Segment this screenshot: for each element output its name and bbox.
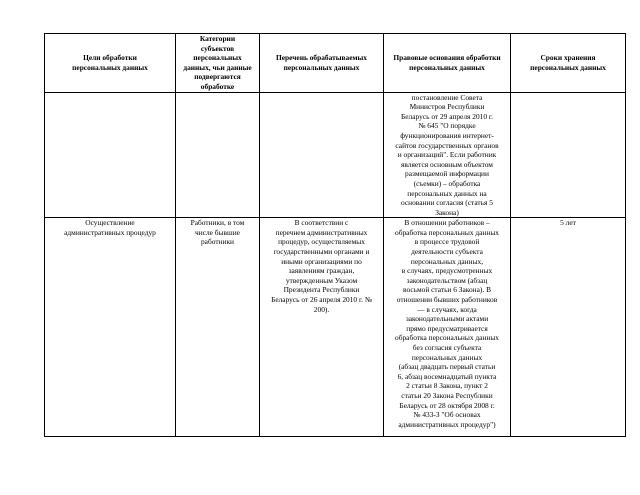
row2-subjects: Работники, в том числе бывшие работники <box>176 218 260 437</box>
header-retention: Сроки хранения персональных данных <box>511 34 626 93</box>
row2-data-list: В соответствии с перечнем административных процедур, осуществляемых государственными органами и иными организациями по заявлениям граждан, утвержденным Указом Президента Республики Беларусь от 26 апреля 2010 г. № 200). <box>260 218 384 437</box>
personal-data-table <box>44 33 626 437</box>
header-subject-categories: Категории субъектов персональных данных, чьи данные подвергаются обработке <box>176 34 260 93</box>
header-data-list: Перечень обрабатываемых персональных данных <box>260 34 384 93</box>
row1-subjects <box>176 92 260 218</box>
row1-data-list <box>260 92 384 218</box>
table-row <box>45 92 626 218</box>
table-row <box>45 218 626 437</box>
row2-purpose: Осуществление административных процедур <box>45 218 176 437</box>
row2-legal-basis: В отношении работников – обработка персональных данных в процессе трудовой деятельности субъекта персональных данных, в случаях, предусмотренных законодательством (абзац восьмой статьи 6 Закона). В отношении бывших работников — в случаях, когда законодательными актами прямо предусматривается обработка персональных данных без согласия субъекта персональных данных (абзац двадцать первый статьи 6, абзац восемнадцатый пункта 2 статьи 8 Закона, пункт 2 статьи 20 Закона Республики Беларусь от 28 октября 2008 г. № 433-З "Об основах административных процедур") <box>384 218 511 437</box>
row1-purpose <box>45 92 176 218</box>
header-purpose: Цели обработки персональных данных <box>45 34 176 93</box>
row1-retention <box>511 92 626 218</box>
header-legal-basis: Правовые основания обработки персональных данных <box>384 34 511 93</box>
row2-retention: 5 лет <box>511 218 626 437</box>
table-header-row <box>45 34 626 93</box>
row1-legal-basis: постановление Совета Министров Республики Беларусь от 29 апреля 2010 г. № 645 "О порядке функционирования интернет- сайтов государственных органов и организаций". Если работник является основным объектом размещаемой информации (съемки) – обработка персональных данных на основании согласия (статья 5 Закона) <box>384 92 511 218</box>
